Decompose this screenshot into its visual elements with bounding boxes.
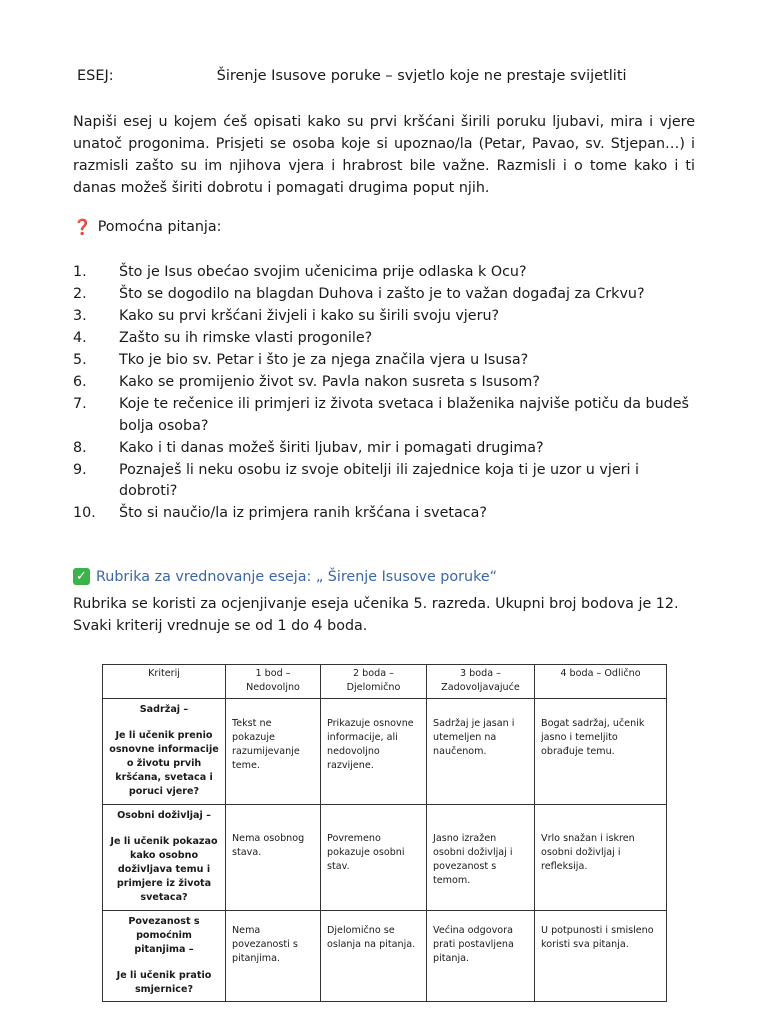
table-cell xyxy=(226,699,321,805)
questions-list xyxy=(73,262,693,525)
rubric-heading xyxy=(73,568,497,585)
question-number: 3. xyxy=(73,308,87,324)
question-number: 10. xyxy=(73,505,96,521)
question-text: Koje te rečenice ili primjeri iz života svetaca i blaženika najviše potiču da budeš bolja osoba? xyxy=(119,396,689,434)
list-item xyxy=(73,306,693,328)
column-header: 1 bod – Nedovoljno xyxy=(226,665,321,699)
rubric-title: Rubrika za vrednovanje eseja: „ Širenje Isusove poruke“ xyxy=(96,568,498,585)
criterion-question: Je li učenik prenio osnovne informacije o životu prvih kršćana, svetaca i poruci vjere? xyxy=(109,730,219,797)
list-item xyxy=(73,460,693,503)
question-mark-icon: ❓ xyxy=(73,218,92,236)
table-cell xyxy=(535,699,667,805)
question-number: 5. xyxy=(73,352,87,368)
question-number: 9. xyxy=(73,461,87,478)
cell-text: U potpunosti i smisleno koristi sva pitanja. xyxy=(541,925,654,950)
table-cell xyxy=(427,805,535,911)
rubric-description: Rubrika se koristi za ocjenjivanje eseja učenika 5. razreda. Ukupni broj bodova je 12. Svaki kriterij vrednuje se od 1 do 4 boda. xyxy=(73,596,679,634)
cell-text: Djelomično se oslanja na pitanja. xyxy=(327,925,416,950)
cell-text: Bogat sadržaj, učenik jasno i temeljito obrađuje temu. xyxy=(541,718,645,757)
table-row xyxy=(103,805,667,911)
criterion-cell xyxy=(103,805,226,911)
helper-label: Pomoćna pitanja: xyxy=(97,219,222,235)
question-text: Kako se promijenio život sv. Pavla nakon susreta s Isusom? xyxy=(119,374,540,390)
question-text: Što se dogodilo na blagdan Duhova i zašto je to važan događaj za Crkvu? xyxy=(119,286,645,302)
table-cell xyxy=(535,911,667,1002)
table-cell xyxy=(226,805,321,911)
criterion-name: Sadržaj – xyxy=(139,704,189,715)
column-header: 3 boda – Zadovoljavajuće xyxy=(427,665,535,699)
rubric-table xyxy=(102,664,667,1002)
helper-questions-heading xyxy=(73,218,221,236)
cell-text: Većina odgovora prati postavljena pitanja. xyxy=(433,925,514,964)
criterion-question: Je li učenik pratio smjernice? xyxy=(116,970,212,995)
table-cell xyxy=(321,699,427,805)
cell-text: Nema osobnog stava. xyxy=(232,833,305,858)
cell-text: Nema povezanosti s pitanjima. xyxy=(232,925,298,964)
list-item xyxy=(73,372,693,394)
column-header: Kriterij xyxy=(103,665,226,699)
essay-label: ESEJ: xyxy=(77,68,114,84)
question-number: 8. xyxy=(73,439,87,456)
question-text: Zašto su ih rimske vlasti progonile? xyxy=(119,330,373,346)
question-number: 1. xyxy=(73,264,87,280)
question-number: 7. xyxy=(73,396,87,412)
question-text: Poznaješ li neku osobu iz svoje obitelji ili zajednice koja ti je uzor u vjeri i dobroti? xyxy=(119,461,639,499)
table-cell xyxy=(427,911,535,1002)
criterion-question: Je li učenik pokazao kako osobno doživljava temu i primjere iz života svetaca? xyxy=(110,836,218,903)
list-item xyxy=(73,503,693,525)
list-item xyxy=(73,284,693,306)
list-item xyxy=(73,328,693,350)
list-item xyxy=(73,262,693,284)
essay-title-row xyxy=(77,68,717,84)
criterion-name: Osobni doživljaj – xyxy=(117,810,211,821)
cell-text: Povremeno pokazuje osobni stav. xyxy=(327,833,405,872)
table-cell xyxy=(427,699,535,805)
list-item xyxy=(73,438,693,460)
essay-instructions: Napiši esej u kojem ćeš opisati kako su prvi kršćani širili poruku ljubavi, mira i vjere unatoč progonima. Prisjeti se osoba koje si upoznao/la (Petar, Pavao, sv. Stjepan…) i razmisli zašto su im njihova vjera i hrabrost bile važne. Razmisli i o tome kako i ti danas možeš širiti dobrotu i pomagati drugima poput njih. xyxy=(73,114,695,196)
question-text: Što je Isus obećao svojim učenicima prije odlaska k Ocu? xyxy=(119,264,527,280)
question-text: Kako su prvi kršćani živjeli i kako su širili svoju vjeru? xyxy=(119,308,500,324)
criterion-cell xyxy=(103,699,226,805)
cell-text: Jasno izražen osobni doživljaj i povezanost s temom. xyxy=(433,833,513,886)
table-cell xyxy=(535,805,667,911)
column-header: 4 boda – Odlično xyxy=(535,665,667,699)
question-number: 4. xyxy=(73,330,87,346)
criterion-name: Povezanost s pomoćnim pitanjima – xyxy=(128,916,200,955)
cell-text: Sadržaj je jasan i utemeljen na naučenom. xyxy=(433,718,515,757)
table-row xyxy=(103,911,667,1002)
table-header-row xyxy=(103,665,667,699)
cell-text: Vrlo snažan i iskren osobni doživljaj i refleksija. xyxy=(541,833,635,872)
essay-title: Širenje Isusove poruke – svjetlo koje ne prestaje svijetliti xyxy=(216,68,627,84)
cell-text: Tekst ne pokazuje razumijevanje teme. xyxy=(232,718,300,771)
cell-text: Prikazuje osnovne informacije, ali nedovoljno razvijene. xyxy=(327,718,414,771)
list-item xyxy=(73,394,693,437)
criterion-cell xyxy=(103,911,226,1002)
table-row xyxy=(103,699,667,805)
question-text: Što si naučio/la iz primjera ranih kršćana i svetaca? xyxy=(119,505,487,521)
table-cell xyxy=(226,911,321,1002)
check-mark-icon: ✓ xyxy=(73,568,90,585)
table-cell xyxy=(321,805,427,911)
list-item xyxy=(73,350,693,372)
question-number: 2. xyxy=(73,286,87,302)
question-text: Kako i ti danas možeš širiti ljubav, mir i pomagati drugima? xyxy=(119,439,544,456)
table-cell xyxy=(321,911,427,1002)
question-number: 6. xyxy=(73,374,87,390)
question-text: Tko je bio sv. Petar i što je za njega značila vjera u Isusa? xyxy=(119,352,529,368)
column-header: 2 boda – Djelomično xyxy=(321,665,427,699)
